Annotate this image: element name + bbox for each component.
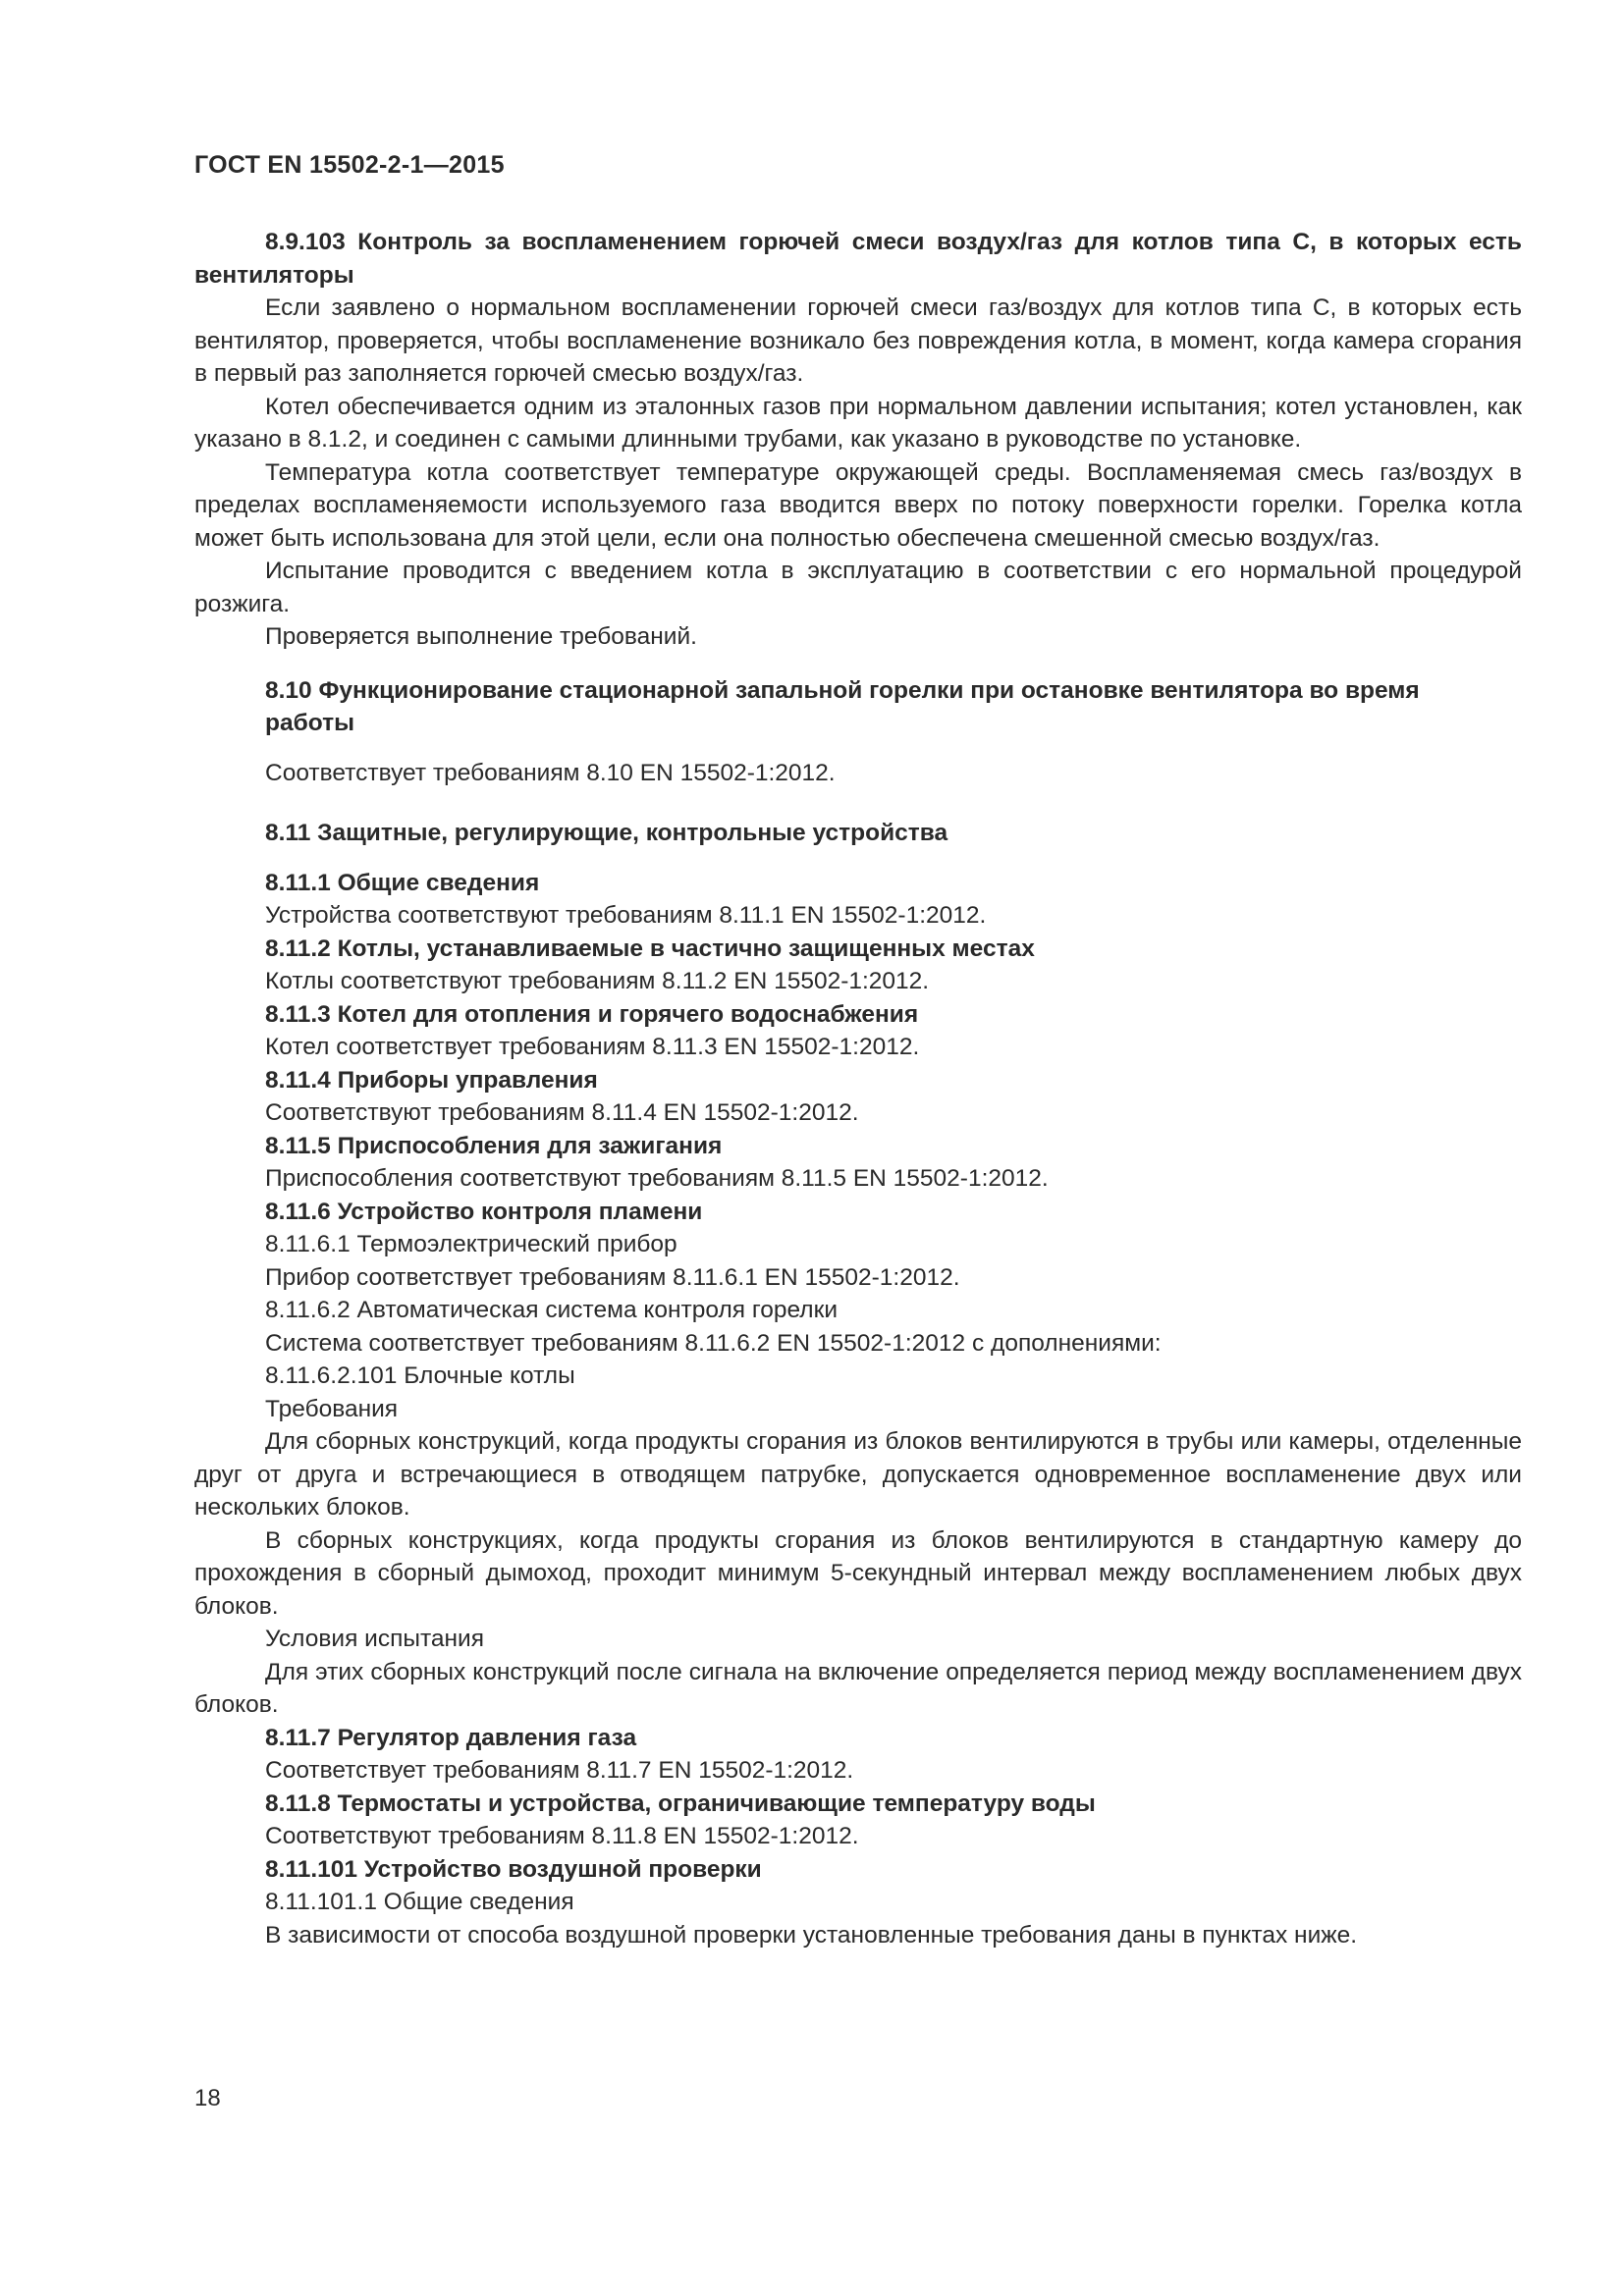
paragraph: Испытание проводится с введением котла в эксплуатацию в соответствии с его нормальной процедурой розжига. [194,558,1522,617]
section-heading-8-9-103: 8.9.103 Контроль за воспламенением горючей смеси воздух/газ для котлов типа С, в которых есть вентиляторы [194,229,1522,289]
subsection-heading-8-11-2: 8.11.2 Котлы, устанавливаемые в частично защищенных местах [265,934,1035,962]
paragraph: Прибор соответствует требованиям 8.11.6.1 EN 15502-1:2012. [265,1263,960,1291]
paragraph: Соответствуют требованиям 8.11.4 EN 15502-1:2012. [265,1099,859,1126]
subsection-heading-8-11-6: 8.11.6 Устройство контроля пламени [265,1198,703,1225]
paragraph: Соответствует требованиям 8.11.7 EN 15502-1:2012. [265,1757,854,1784]
paragraph: Соответствуют требованиям 8.11.8 EN 15502-1:2012. [265,1823,859,1849]
subsection-heading-8-11-3: 8.11.3 Котел для отопления и горячего водоснабжения [265,1000,919,1028]
paragraph: В сборных конструкциях, когда продукты сгорания из блоков вентилируются в стандартную камеру до прохождения в сборный дымоход, проходит минимум 5-секундный интервал между воспламенением любых двух блоков. [194,1526,1522,1620]
clause-heading-8-11-6-1: 8.11.6.1 Термоэлектрический прибор [265,1231,677,1257]
subsection-heading-8-11-7: 8.11.7 Регулятор давления газа [265,1724,637,1751]
subsection-heading-8-11-4: 8.11.4 Приборы управления [265,1066,598,1094]
document-header: ГОСТ EN 15502-2-1—2015 [194,151,505,179]
page-number: 18 [194,2085,221,2111]
test-conditions-label: Условия испытания [265,1626,485,1652]
section-heading-8-11: 8.11 Защитные, регулирующие, контрольные устройства [265,820,948,846]
paragraph: Температура котла соответствует температуре окружающей среды. Воспламеняемая смесь газ/воздух в пределах воспламеняемости используемого газа вводится вверх по потоку поверхности горелки. Горелка котла может быть использована для этой цели, если она полностью обеспечена смешенной смесью воздух/газ. [194,458,1522,552]
paragraph: Приспособления соответствуют требованиям 8.11.5 EN 15502-1:2012. [265,1165,1049,1192]
subsection-heading-8-11-8: 8.11.8 Термостаты и устройства, ограничивающие температуру воды [265,1789,1096,1817]
paragraph: В зависимости от способа воздушной проверки установленные требования даны в пунктах ниже. [265,1921,1358,1949]
paragraph: Для этих сборных конструкций после сигнала на включение определяется период между воспламенением двух блоков. [194,1658,1522,1718]
paragraph: Котел соответствует требованиям 8.11.3 EN 15502-1:2012. [265,1034,920,1060]
document-body [194,226,1522,1951]
clause-heading-8-11-6-2-101: 8.11.6.2.101 Блочные котлы [265,1362,575,1389]
paragraph: Если заявлено о нормальном воспламенении горючей смеси газ/воздух для котлов типа С, в которых есть вентилятор, проверяется, чтобы воспламенение возникало без повреждения котла, в момент, когда камера сгорания в первый раз заполняется горючей смесью воздух/газ. [194,294,1522,387]
paragraph: Котлы соответствуют требованиям 8.11.2 EN 15502-1:2012. [265,968,930,994]
subsection-heading-8-11-1: 8.11.1 Общие сведения [265,869,540,896]
paragraph: Система соответствует требованиям 8.11.6.2 EN 15502-1:2012 с дополнениями: [265,1329,1162,1357]
clause-heading-8-11-6-2: 8.11.6.2 Автоматическая система контроля горелки [265,1297,839,1323]
clause-heading-8-11-101-1: 8.11.101.1 Общие сведения [265,1889,574,1915]
section-heading-8-10: 8.10 Функционирование стационарной запальной горелки при остановке вентилятора во время работы [265,676,1420,736]
paragraph: Соответствует требованиям 8.10 EN 15502-1:2012. [265,759,836,786]
subsection-heading-8-11-5: 8.11.5 Приспособления для зажигания [265,1132,723,1159]
requirements-label: Требования [265,1395,399,1422]
paragraph: Устройства соответствуют требованиям 8.11.1 EN 15502-1:2012. [265,902,987,929]
paragraph: Проверяется выполнение требований. [265,623,697,650]
paragraph: Котел обеспечивается одним из эталонных газов при нормальном давлении испытания; котел установлен, как указано в 8.1.2, и соединен с самыми длинными трубами, как указано в руководстве по установке. [194,393,1522,453]
subsection-heading-8-11-101: 8.11.101 Устройство воздушной проверки [265,1855,762,1883]
paragraph: Для сборных конструкций, когда продукты сгорания из блоков вентилируются в трубы или камеры, отделенные друг от друга и встречающиеся в отводящем патрубке, допускается одновременное воспламенение двух или нескольких блоков. [194,1428,1522,1521]
